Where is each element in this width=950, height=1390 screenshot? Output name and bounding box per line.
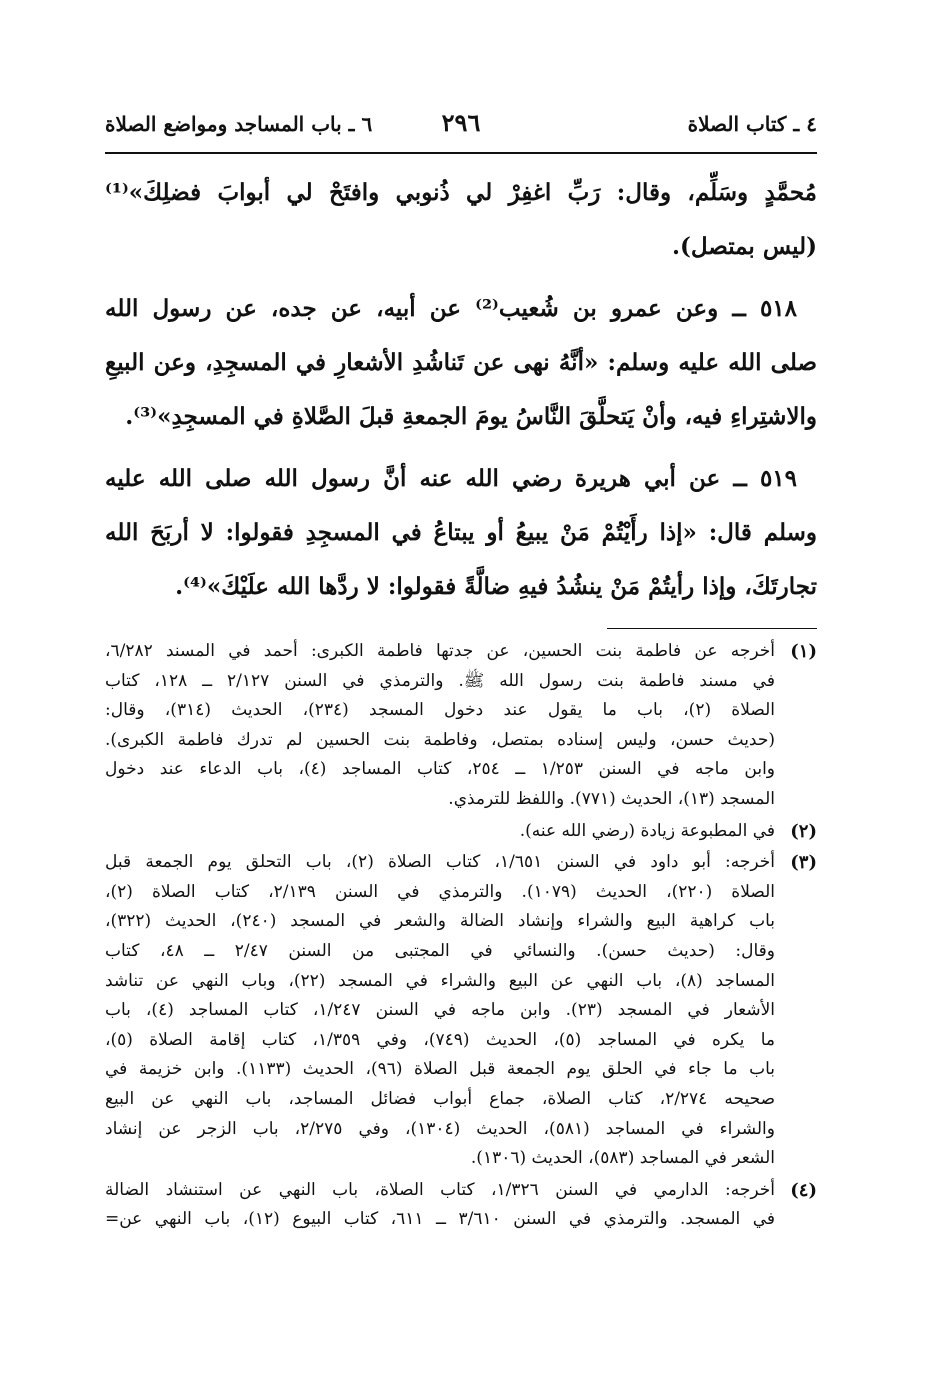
footnote-4 xyxy=(105,1176,817,1235)
footnote-line: المساجد (٨)، باب النهي عن البيع والشراء في المسجد (٢٢)، وباب النهي عن تناشد xyxy=(105,970,775,991)
book-page xyxy=(105,100,817,1237)
footnote-line: أخرجه عن فاطمة بنت الحسين، عن جدتها فاطمة الكبرى: أحمد في المسند ٦/٢٨٢، xyxy=(105,641,775,661)
body-line: والاشتِراءِ فيه، وأنْ يَتحلَّقَ النَّاسُ يومَ الجمعةِ قبلَ الصَّلاةِ في المسجِدِ»⁽³⁾. xyxy=(125,403,817,430)
footnote-line: والشراء في المساجد (٥٨١)، الحديث (١٣٠٤)، وفي ٢/٢٧٥، باب الزجر عن إنشاد xyxy=(105,1118,775,1139)
footnote-line: في المسجد. والترمذي في السنن ٣/٦١٠ ــ ٦١١، كتاب البيوع (١٢)، باب النهي عن= xyxy=(105,1209,775,1230)
paragraph-gap xyxy=(105,274,817,282)
hadith-518-line: ٥١٨ ــ وعن عمرو بن شُعيب⁽²⁾ عن أبيه، عن جده، عن رسول الله xyxy=(105,295,797,322)
main-text xyxy=(105,166,817,614)
page-number: ٢٩٦ xyxy=(441,108,481,137)
header-rule xyxy=(105,152,817,154)
footnote-number: (١) xyxy=(790,641,817,662)
footnote-line: المسجد (١٣)، الحديث (٧٧١). واللفظ للترمذي. xyxy=(448,788,775,809)
body-line: صلى الله عليه وسلم: «أنَّهُ نهى عن تَناشُدِ الأشعارِ في المسجِدِ، وعن البيعِ xyxy=(105,349,817,376)
footnote-number: (٢) xyxy=(790,820,817,842)
footnote-rule xyxy=(607,628,817,629)
footnote-3 xyxy=(105,848,817,1174)
footnote-line: الصلاة (٢)، باب ما يقول عند دخول المسجد (٢٣٤)، الحديث (٣١٤)، وقال: xyxy=(105,700,775,721)
body-line: (ليس بمتصل). xyxy=(671,233,817,260)
footnote-line: الشعر في المساجد (٥٨٣)، الحديث (١٣٠٦). xyxy=(470,1148,775,1169)
running-header xyxy=(105,100,817,144)
footnote-line: باب ما جاء في الحلق يوم الجمعة قبل الصلاة (٩٦)، الحديث (١١٣٣). وابن خزيمة في xyxy=(105,1059,775,1080)
footnote-line: الصلاة (٢٢٠)، الحديث (١٠٧٩). والترمذي في السنن ٢/١٣٩، كتاب الصلاة (٢)، xyxy=(105,881,775,902)
paragraph-gap xyxy=(105,444,817,452)
footnote-line: باب كراهية البيع والشراء وإنشاد الضالة والشعر في المسجد (٢٤٠)، الحديث (٣٢٢)، xyxy=(105,911,775,932)
footnote-number: (٤) xyxy=(790,1179,817,1201)
footnote-line: ما يكره في المساجد (٥)، الحديث (٧٤٩)، وفي ١/٣٥٩، كتاب إقامة الصلاة (٥)، xyxy=(105,1029,775,1050)
footnote-line: الأشعار في المسجد (٢٣). وابن ماجه في السنن ١/٢٤٧، كتاب المساجد (٤)، باب xyxy=(105,1000,775,1021)
header-book-title: ٤ ـ كتاب الصلاة xyxy=(687,112,817,136)
footnote-1 xyxy=(105,637,817,815)
footnote-line: صحيحه ٢/٢٧٤، كتاب الصلاة، جماع أبواب فضائل المساجد، باب النهي عن البيع xyxy=(105,1088,775,1109)
footnote-line: أخرجه: الدارمي في السنن ١/٣٢٦، كتاب الصلاة، باب النهي عن استنشاد الضالة xyxy=(105,1179,775,1200)
body-line: تجارتَكَ، وإذا رأيتُمْ مَنْ ينشُدُ فيهِ ضالَّةً فقولوا: لا ردَّها الله علَيْكَ»⁽⁴⁾. xyxy=(175,573,817,600)
header-chapter-title: ٦ ـ باب المساجد ومواضع الصلاة xyxy=(105,112,373,136)
footnote-line: وقال: (حديث حسن). والنسائي في المجتبى من السنن ٢/٤٧ ــ ٤٨، كتاب xyxy=(105,940,775,961)
body-line: وسلم قال: «إذا رأَيْتُمْ مَنْ يبيعُ أو يبتاعُ في المسجِدِ فقولوا: لا أربَحَ الله xyxy=(105,519,817,546)
hadith-519-line: ٥١٩ ــ عن أبي هريرة رضي الله عنه أنَّ رسول الله صلى الله عليه xyxy=(105,465,797,492)
body-line: مُحمَّدٍ وسَلِّم، وقال: رَبِّ اغفِرْ لي ذُنوبي وافتَحْ لي أبوابَ فضلِكَ»⁽¹⁾ xyxy=(105,179,817,206)
footnotes xyxy=(105,637,817,1235)
footnote-2 xyxy=(105,817,817,847)
footnote-number: (٣) xyxy=(790,852,817,874)
footnote-line: في مسند فاطمة بنت رسول الله ﷺ. والترمذي في السنن ٢/١٢٧ ــ ١٢٨، كتاب xyxy=(105,670,775,691)
footnote-line: أخرجه: أبو داود في السنن ١/٦٥١، كتاب الصلاة (٢)، باب التحلق يوم الجمعة قبل xyxy=(105,852,775,873)
footnote-line: وابن ماجه في السنن ١/٢٥٣ ــ ٢٥٤، كتاب المساجد (٤)، باب الدعاء عند دخول xyxy=(105,759,775,780)
footnote-line: في المطبوعة زيادة (رضي الله عنه). xyxy=(519,820,775,841)
footnote-line: (حديث حسن، وليس إسناده بمتصل، وفاطمة بنت الحسين لم تدرك فاطمة الكبرى). xyxy=(105,729,775,750)
